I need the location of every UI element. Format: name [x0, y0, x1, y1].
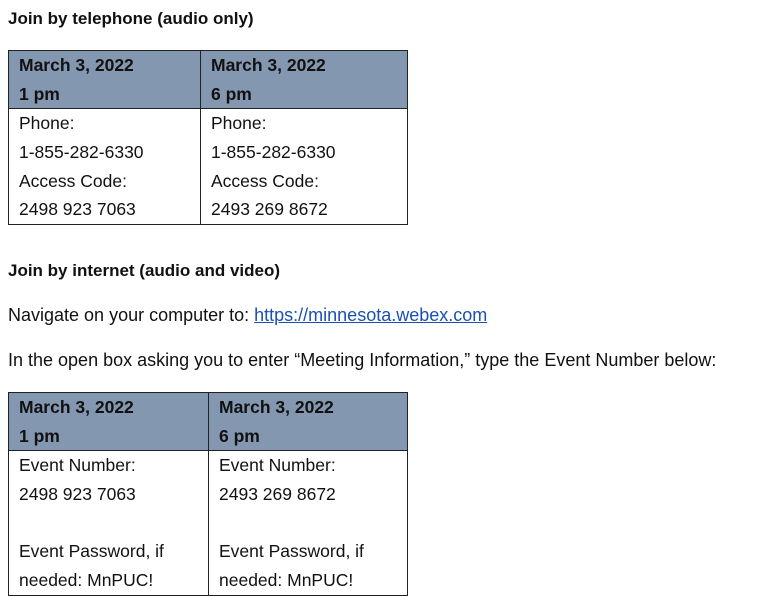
navigate-prefix: Navigate on your computer to: [8, 305, 255, 325]
header-date: March 3, 2022 [211, 55, 326, 75]
access-code-label: Access Code: [211, 170, 319, 191]
event-password-line-2: needed: MnPUC! [219, 570, 354, 591]
header-cell-6pm [201, 51, 408, 109]
event-details-6pm [209, 451, 408, 596]
table-row [9, 451, 408, 596]
phone-number: 1-855-282-6330 [19, 141, 144, 162]
table-row [9, 109, 408, 225]
header-time: 1 pm [19, 83, 60, 104]
event-number-label: Event Number: [19, 455, 136, 475]
header-cell-6pm [209, 393, 408, 451]
navigate-paragraph [8, 304, 487, 326]
event-number-value: 2498 923 7063 [19, 483, 136, 504]
event-number-value: 2493 269 8672 [219, 483, 336, 504]
phone-label: Phone: [211, 113, 267, 133]
access-code-label: Access Code: [19, 170, 127, 191]
event-password-line-2: needed: MnPUC! [19, 570, 154, 591]
event-password-line-1: Event Password, if [219, 541, 364, 562]
table-header-row [9, 393, 408, 451]
access-code-value: 2493 269 8672 [211, 199, 328, 220]
event-password-line-1: Event Password, if [19, 541, 164, 562]
phone-details-1pm [9, 109, 201, 225]
header-date: March 3, 2022 [19, 397, 134, 417]
phone-schedule-table [8, 50, 408, 225]
phone-details-6pm [201, 109, 408, 225]
event-details-1pm [9, 451, 209, 596]
access-code-value: 2498 923 7063 [19, 199, 136, 220]
header-cell-1pm [9, 51, 201, 109]
phone-label: Phone: [19, 113, 75, 133]
header-cell-1pm [9, 393, 209, 451]
header-date: March 3, 2022 [219, 397, 334, 417]
phone-number: 1-855-282-6330 [211, 141, 336, 162]
blank-line [19, 509, 198, 538]
webex-link[interactable]: https://minnesota.webex.com [254, 305, 488, 325]
header-time: 6 pm [219, 425, 260, 446]
header-time: 6 pm [211, 83, 252, 104]
internet-section-heading: Join by internet (audio and video) [8, 261, 281, 280]
table-header-row [9, 51, 408, 109]
blank-line [219, 509, 397, 538]
phone-section-heading: Join by telephone (audio only) [8, 9, 254, 28]
header-time: 1 pm [19, 425, 60, 446]
header-date: March 3, 2022 [19, 55, 134, 75]
instruction-paragraph: In the open box asking you to enter “Meeting Information,” type the Event Number below: [8, 350, 717, 370]
event-number-label: Event Number: [219, 455, 336, 475]
internet-schedule-table [8, 392, 408, 596]
